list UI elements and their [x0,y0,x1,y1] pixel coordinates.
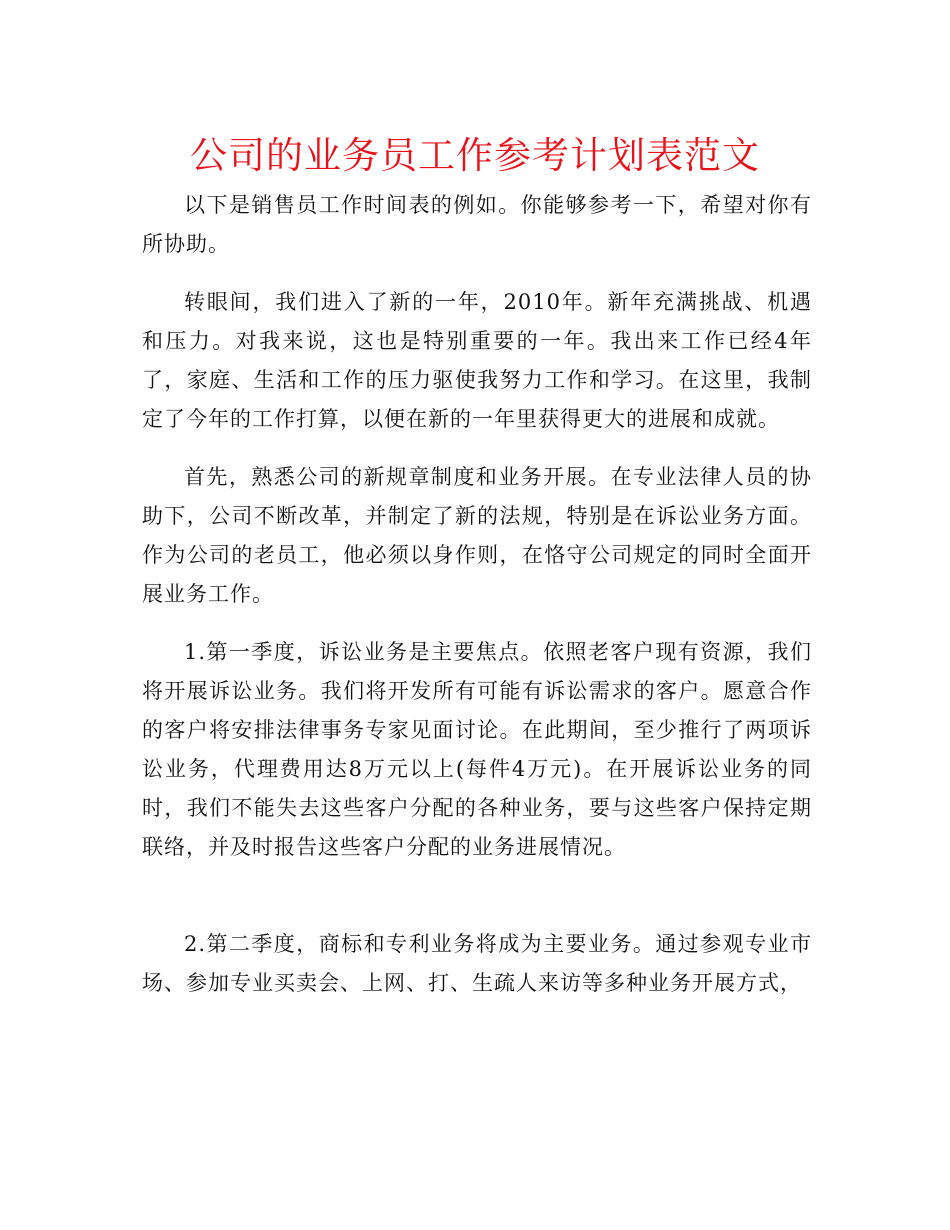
paragraph-first-quarter: 1.第一季度，诉讼业务是主要焦点。依照老客户现有资源，我们将开展诉讼业务。我们将开发所有可能有诉讼需求的客户。愿意合作的客户将安排法律事务专家见面讨论。在此期间，至少推行了两项诉讼业务，代理费用达8万元以上(每件4万元)。在开展诉讼业务的同时，我们不能失去这些客户分配的各种业务，要与这些客户保持定期联络，并及时报告这些客户分配的业务进展情况。 [142,640,812,859]
paragraph-regulations: 首先，熟悉公司的新规章制度和业务开展。在专业法律人员的协助下，公司不断改革，并制定了新的法规，特别是在诉讼业务方面。作为公司的老员工，他必须以身作则，在恪守公司规定的同时全面开展业务工作。 [142,465,812,606]
paragraph-second-quarter: 2.第二季度，商标和专利业务将成为主要业务。通过参观专业市场、参加专业买卖会、上网、打、生疏人来访等多种业务开展方式， [142,932,812,995]
document-body [142,186,812,1022]
document-title: 公司的业务员工作参考计划表范文 [190,134,760,177]
paragraph-new-year: 转眼间，我们进入了新的一年，2010年。新年充满挑战、机遇和压力。对我来说，这也是特别重要的一年。我出来工作已经4年了，家庭、生活和工作的压力驱使我努力工作和学习。在这里，我制定了今年的工作打算，以便在新的一年里获得更大的进展和成就。 [142,290,812,431]
paragraph-intro: 以下是销售员工作时间表的例如。你能够参考一下，希望对你有所协助。 [142,193,812,256]
